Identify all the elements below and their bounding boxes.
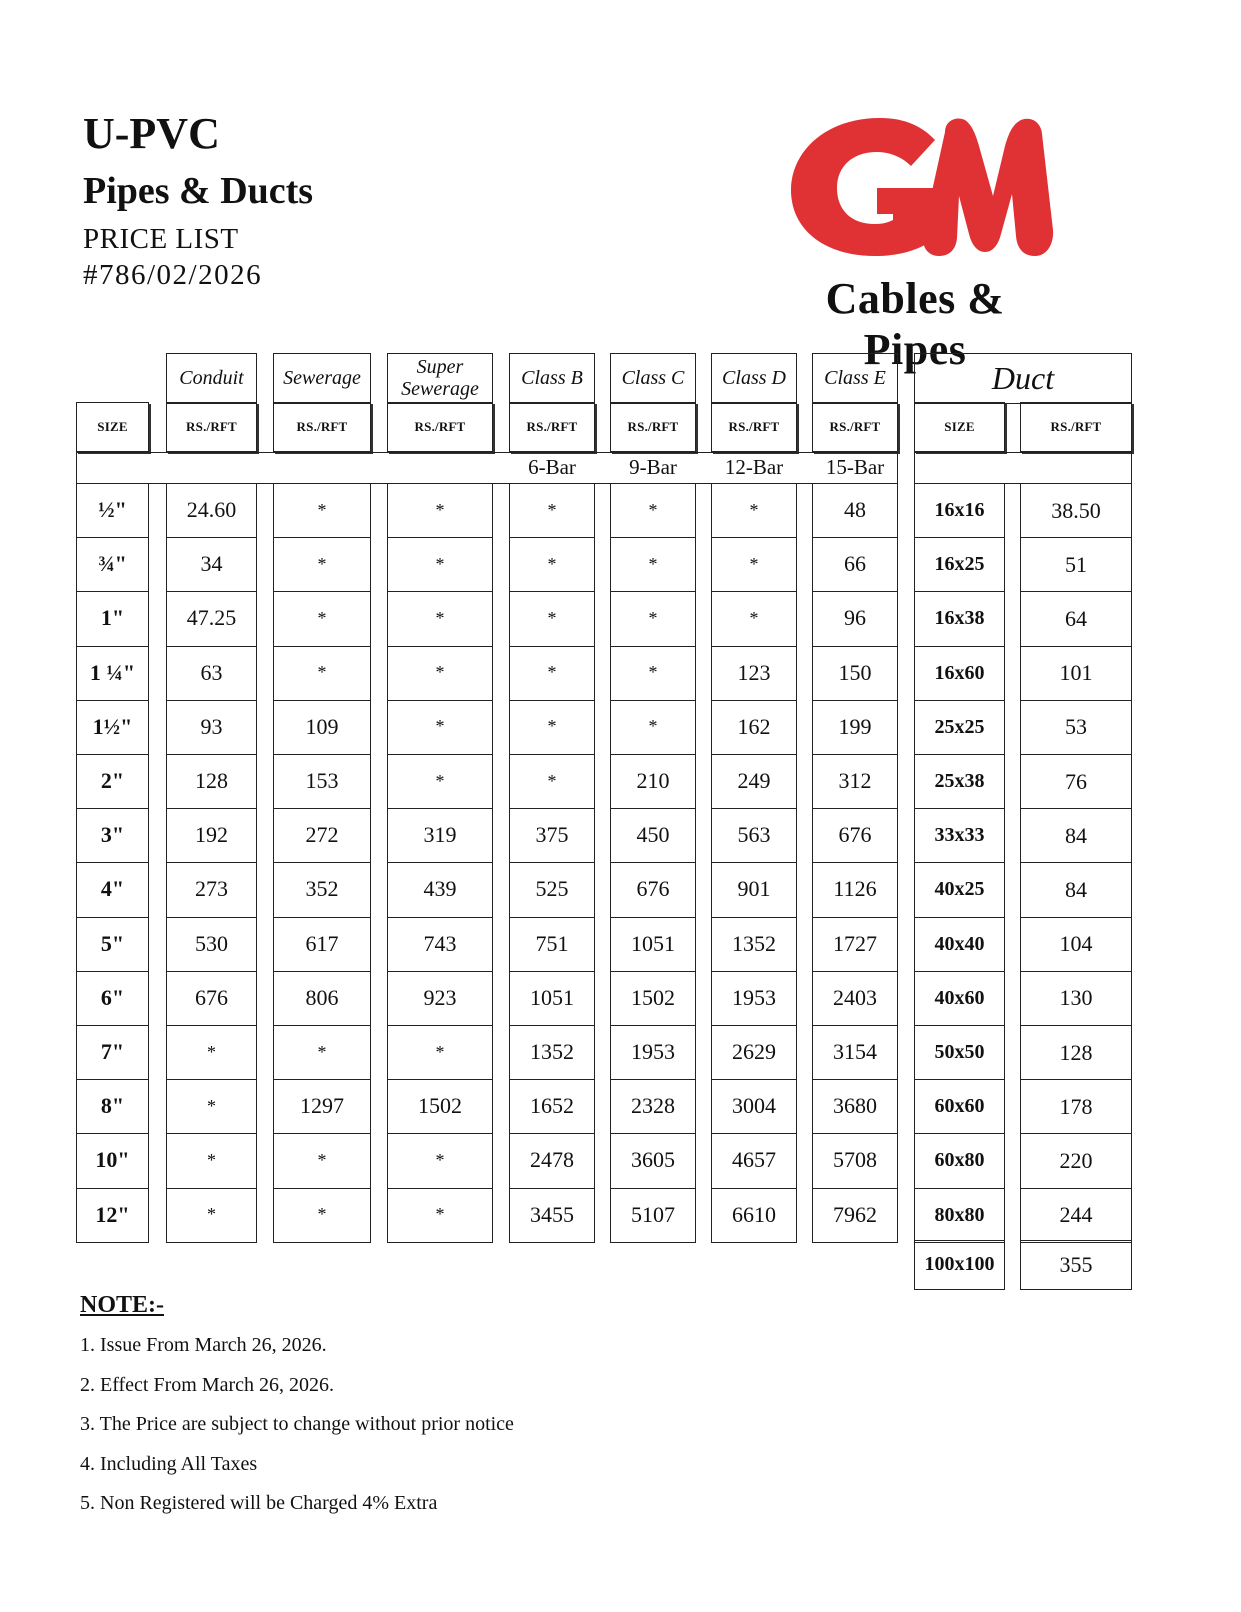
row-size: 8" xyxy=(100,1093,125,1119)
duct-price: 101 xyxy=(1059,660,1093,686)
bar-rating-7: 15-Bar xyxy=(825,455,885,479)
duct-size: 25x38 xyxy=(934,770,985,793)
price-cell: * xyxy=(648,499,658,520)
ref-number: #786/02/2026 xyxy=(83,259,263,291)
price-cell: 3004 xyxy=(732,1093,776,1119)
row-size: 10" xyxy=(95,1147,130,1173)
duct-size: 60x80 xyxy=(934,1149,985,1172)
unit-header-2: RS./RFT xyxy=(296,419,348,434)
duct-size: 40x60 xyxy=(934,986,985,1009)
unit-header-7: RS./RFT xyxy=(829,419,881,434)
price-cell: 563 xyxy=(737,822,771,848)
price-cell: 48 xyxy=(844,497,866,523)
duct-price: 64 xyxy=(1065,605,1087,631)
price-cell: 3154 xyxy=(833,1039,877,1065)
row-size: 7" xyxy=(100,1039,125,1065)
price-cell: 1502 xyxy=(631,984,675,1010)
price-cell: * xyxy=(547,662,557,683)
duct-price: 53 xyxy=(1065,714,1087,740)
column-header-6: Class D xyxy=(722,367,786,389)
bar-rating-6: 12-Bar xyxy=(724,455,784,479)
duct-size: 40x25 xyxy=(934,878,985,901)
price-cell: 806 xyxy=(305,984,339,1010)
duct-price: 51 xyxy=(1065,551,1087,577)
price-cell: 1352 xyxy=(530,1039,574,1065)
price-cell: * xyxy=(547,499,557,520)
price-cell: 6610 xyxy=(732,1201,776,1227)
price-cell: 1727 xyxy=(833,930,877,956)
row-size: 3" xyxy=(100,822,125,848)
price-cell: 1126 xyxy=(833,876,877,902)
row-size: 4" xyxy=(100,876,125,902)
price-cell: 5708 xyxy=(833,1147,877,1173)
price-cell: 4657 xyxy=(732,1147,776,1173)
price-cell: 3455 xyxy=(530,1201,574,1227)
price-cell: * xyxy=(317,1204,327,1225)
note-item-1: 1. Issue From March 26, 2026. xyxy=(80,1334,327,1356)
duct-price: 84 xyxy=(1065,822,1087,848)
price-cell: 1502 xyxy=(418,1093,462,1119)
price-cell: 676 xyxy=(195,984,228,1010)
bar-rating-5: 9-Bar xyxy=(629,455,677,479)
price-cell: 93 xyxy=(200,713,223,739)
duct-size: 16x16 xyxy=(934,499,985,522)
column-header-4: Class B xyxy=(521,367,583,389)
price-cell: * xyxy=(547,553,557,574)
price-cell: 153 xyxy=(305,768,339,794)
price-cell: 2328 xyxy=(631,1093,675,1119)
note-item-4: 4. Including All Taxes xyxy=(80,1452,258,1475)
duct-bar-row-box xyxy=(914,452,1132,484)
price-cell: 676 xyxy=(838,822,872,848)
duct-size: 16x60 xyxy=(934,661,985,684)
duct-price: 104 xyxy=(1059,931,1093,957)
duct-price: 130 xyxy=(1059,985,1093,1011)
duct-price: 76 xyxy=(1065,768,1087,794)
duct-size: 50x50 xyxy=(934,1041,985,1064)
bar-rating-4: 6-Bar xyxy=(528,455,576,479)
price-cell: 352 xyxy=(305,876,339,902)
row-size: 1" xyxy=(100,605,125,631)
duct-price: 220 xyxy=(1059,1147,1093,1173)
price-cell: 96 xyxy=(844,605,866,631)
price-cell: * xyxy=(207,1095,216,1116)
duct-price: 38.50 xyxy=(1051,497,1101,523)
duct-price: 244 xyxy=(1059,1202,1093,1228)
duct-size: 100x100 xyxy=(924,1253,995,1276)
price-cell: * xyxy=(648,553,658,574)
price-cell: * xyxy=(435,716,445,737)
unit-header-4: RS./RFT xyxy=(526,419,578,434)
price-cell: 128 xyxy=(195,768,228,794)
price-cell: 47.25 xyxy=(186,605,237,631)
duct-size: 16x38 xyxy=(934,607,985,630)
price-cell: 1953 xyxy=(732,984,776,1010)
column-header-7: Class E xyxy=(824,367,886,389)
row-size: 1½" xyxy=(92,713,133,739)
column-header-1: Conduit xyxy=(179,367,244,389)
column-header-2: Sewerage xyxy=(283,367,361,389)
price-cell: * xyxy=(648,662,658,683)
price-cell: 123 xyxy=(737,659,771,685)
row-size: ¾" xyxy=(98,551,127,577)
duct-unit-header: RS./RFT xyxy=(1050,419,1102,434)
price-cell: 375 xyxy=(535,822,569,848)
note-item-5: 5. Non Registered will be Charged 4% Extra xyxy=(80,1492,438,1514)
price-cell: 525 xyxy=(535,876,569,902)
price-cell: * xyxy=(648,607,658,628)
price-cell: 1051 xyxy=(530,984,574,1010)
price-cell: 273 xyxy=(195,876,228,902)
price-cell: * xyxy=(435,1204,445,1225)
duct-price: 178 xyxy=(1059,1093,1093,1119)
page-subtitle: Pipes & Ducts xyxy=(83,170,314,212)
price-cell: * xyxy=(648,716,658,737)
duct-price: 84 xyxy=(1065,876,1087,902)
price-cell: 2403 xyxy=(833,984,877,1010)
price-cell: * xyxy=(435,499,445,520)
price-cell: * xyxy=(317,607,327,628)
price-cell: * xyxy=(317,553,327,574)
column-header-5: Class C xyxy=(621,367,685,389)
price-cell: * xyxy=(435,553,445,574)
duct-size: 33x33 xyxy=(934,824,985,847)
price-cell: * xyxy=(749,607,759,628)
doc-type: PRICE LIST xyxy=(83,223,239,255)
size-header: SIZE xyxy=(97,419,128,434)
price-cell: 272 xyxy=(305,822,339,848)
price-cell: 1352 xyxy=(732,930,776,956)
price-cell: * xyxy=(317,662,327,683)
notes-title: NOTE:- xyxy=(80,1292,164,1318)
row-size: 1 ¼" xyxy=(89,659,136,685)
note-item-3: 3. The Price are subject to change without prior notice xyxy=(80,1413,514,1435)
price-cell: 1051 xyxy=(631,930,675,956)
column-header-3: Super Sewerage xyxy=(401,356,479,400)
price-cell: * xyxy=(435,662,445,683)
price-cell: 3680 xyxy=(833,1093,877,1119)
price-cell: 676 xyxy=(636,876,670,902)
price-cell: * xyxy=(207,1204,216,1225)
unit-header-1: RS./RFT xyxy=(186,419,237,434)
price-cell: 923 xyxy=(423,984,457,1010)
price-cell: 34 xyxy=(200,551,223,577)
price-cell: 2629 xyxy=(732,1039,776,1065)
price-cell: 199 xyxy=(838,713,872,739)
price-cell: * xyxy=(749,499,759,520)
duct-size: 16x25 xyxy=(934,553,985,576)
price-cell: * xyxy=(435,607,445,628)
price-cell: * xyxy=(749,553,759,574)
price-cell: 109 xyxy=(305,713,339,739)
duct-size: 40x40 xyxy=(934,932,985,955)
unit-header-5: RS./RFT xyxy=(627,419,679,434)
unit-header-3: RS./RFT xyxy=(414,419,466,434)
price-cell: 743 xyxy=(423,930,457,956)
price-cell: * xyxy=(317,499,327,520)
price-cell: 3605 xyxy=(631,1147,675,1173)
unit-header-6: RS./RFT xyxy=(728,419,780,434)
price-cell: * xyxy=(435,770,445,791)
price-cell: * xyxy=(547,607,557,628)
row-size: 12" xyxy=(95,1201,130,1227)
duct-size: 80x80 xyxy=(934,1203,985,1226)
price-cell: 439 xyxy=(423,876,457,902)
duct-price: 128 xyxy=(1059,1039,1093,1065)
row-size: 2" xyxy=(100,768,125,794)
price-cell: 63 xyxy=(200,659,223,685)
price-cell: * xyxy=(435,1041,445,1062)
price-cell: 249 xyxy=(737,768,771,794)
price-cell: 24.60 xyxy=(186,497,237,523)
price-cell: * xyxy=(435,1149,445,1170)
price-cell: 2478 xyxy=(530,1147,574,1173)
price-cell: 901 xyxy=(737,876,771,902)
price-cell: * xyxy=(317,1149,327,1170)
price-cell: 7962 xyxy=(833,1201,877,1227)
price-cell: * xyxy=(207,1149,216,1170)
notes-section xyxy=(80,1292,514,1531)
duct-size: 60x60 xyxy=(934,1095,985,1118)
price-cell: 1652 xyxy=(530,1093,574,1119)
price-cell: 751 xyxy=(535,930,569,956)
price-cell: 210 xyxy=(636,768,670,794)
duct-size-header: SIZE xyxy=(944,419,975,434)
price-cell: 617 xyxy=(305,930,339,956)
price-cell: 162 xyxy=(737,713,771,739)
row-size: 5" xyxy=(100,930,125,956)
price-cell: 66 xyxy=(844,551,866,577)
duct-price: 355 xyxy=(1059,1251,1093,1277)
price-cell: 150 xyxy=(838,659,872,685)
note-item-2: 2. Effect From March 26, 2026. xyxy=(80,1373,335,1396)
price-cell: 530 xyxy=(195,930,228,956)
price-cell: 1297 xyxy=(300,1093,344,1119)
price-cell: 450 xyxy=(636,822,670,848)
price-cell: 192 xyxy=(195,822,228,848)
duct-title: Duct xyxy=(991,359,1055,396)
price-cell: * xyxy=(317,1041,327,1062)
price-cell: 1953 xyxy=(631,1039,675,1065)
price-cell: * xyxy=(547,770,557,791)
price-cell: * xyxy=(547,716,557,737)
row-size: 6" xyxy=(100,984,125,1010)
row-size: ½" xyxy=(98,497,127,523)
page-title: U-PVC xyxy=(83,109,220,158)
logo-tagline: Cables & Pipes xyxy=(825,274,1005,374)
duct-size: 25x25 xyxy=(934,715,985,738)
price-cell: 319 xyxy=(423,822,457,848)
price-cell: 5107 xyxy=(631,1201,675,1227)
price-cell: * xyxy=(207,1041,216,1062)
price-cell: 312 xyxy=(838,768,872,794)
